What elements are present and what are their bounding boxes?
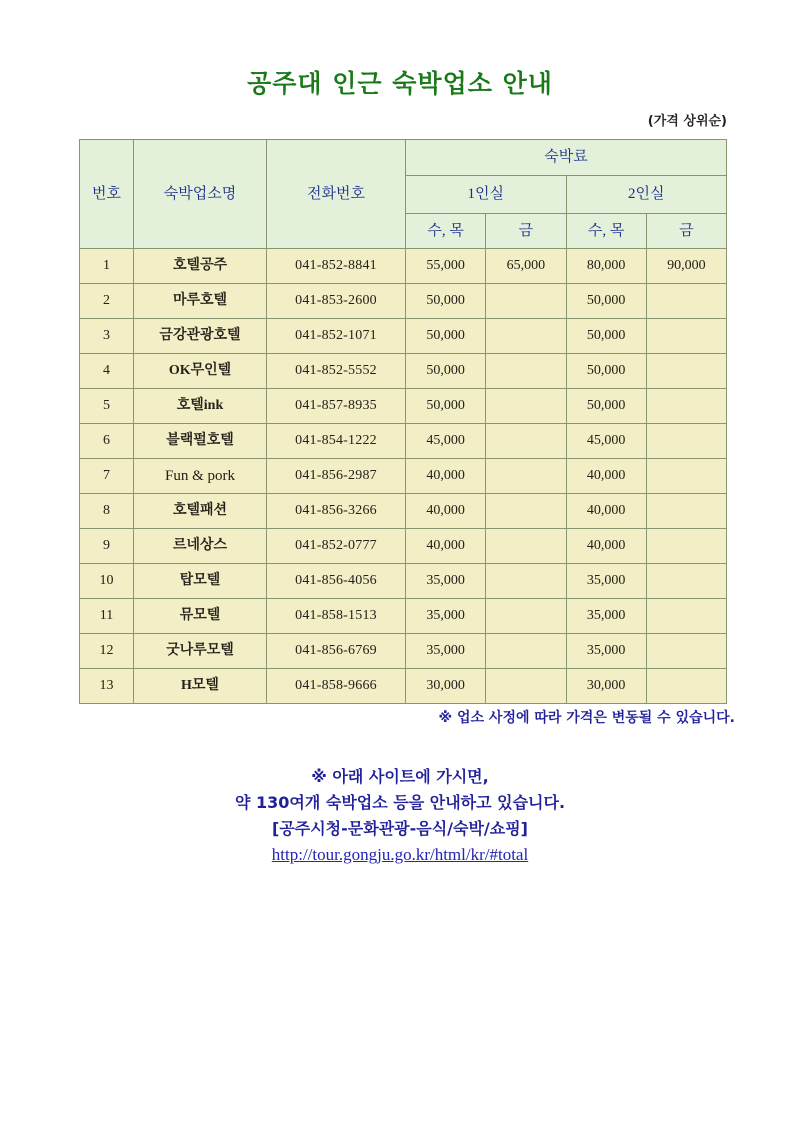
cell-double-friday bbox=[646, 459, 726, 494]
cell-single-friday bbox=[486, 284, 566, 319]
cell-double-friday bbox=[646, 389, 726, 424]
cell-double-weekday: 45,000 bbox=[566, 424, 646, 459]
cell-name: OK무인텔 bbox=[134, 354, 267, 389]
cell-phone: 041-852-1071 bbox=[267, 319, 406, 354]
cell-double-friday bbox=[646, 284, 726, 319]
price-variable-note: ※ 업소 사정에 따라 가격은 변동될 수 있습니다. bbox=[438, 710, 735, 726]
column-header-no: 번호 bbox=[80, 140, 134, 249]
column-header-single-weekday: 수, 목 bbox=[406, 214, 486, 249]
table-row bbox=[80, 354, 727, 389]
cell-single-weekday: 50,000 bbox=[406, 319, 486, 354]
column-header-single-friday: 금 bbox=[486, 214, 566, 249]
cell-single-weekday: 35,000 bbox=[406, 564, 486, 599]
cell-phone: 041-854-1222 bbox=[267, 424, 406, 459]
cell-no: 7 bbox=[80, 459, 134, 494]
column-header-double-friday: 금 bbox=[646, 214, 726, 249]
cell-phone: 041-857-8935 bbox=[267, 389, 406, 424]
cell-name: H모텔 bbox=[134, 669, 267, 704]
cell-name: 르네상스 bbox=[134, 529, 267, 564]
cell-name: 굿나루모텔 bbox=[134, 634, 267, 669]
cell-single-weekday: 40,000 bbox=[406, 494, 486, 529]
table-row bbox=[80, 319, 727, 354]
cell-double-friday bbox=[646, 319, 726, 354]
cell-phone: 041-853-2600 bbox=[267, 284, 406, 319]
cell-single-weekday: 50,000 bbox=[406, 354, 486, 389]
table-row bbox=[80, 669, 727, 704]
table-header bbox=[80, 140, 727, 249]
cell-double-friday bbox=[646, 529, 726, 564]
column-header-rate-group: 숙박료 bbox=[406, 140, 727, 176]
cell-single-friday bbox=[486, 354, 566, 389]
cell-single-weekday: 35,000 bbox=[406, 599, 486, 634]
cell-single-friday bbox=[486, 599, 566, 634]
cell-no: 2 bbox=[80, 284, 134, 319]
cell-phone: 041-852-0777 bbox=[267, 529, 406, 564]
cell-double-friday bbox=[646, 494, 726, 529]
page-title: 공주대 인근 숙박업소 안내 bbox=[247, 69, 553, 98]
cell-single-friday bbox=[486, 424, 566, 459]
cell-no: 9 bbox=[80, 529, 134, 564]
table-row bbox=[80, 634, 727, 669]
cell-double-friday bbox=[646, 634, 726, 669]
table-row bbox=[80, 564, 727, 599]
footer-site-path: [공주시청-문화관광-음식/숙박/쇼핑] bbox=[272, 818, 528, 838]
cell-double-friday bbox=[646, 669, 726, 704]
cell-no: 12 bbox=[80, 634, 134, 669]
cell-double-weekday: 50,000 bbox=[566, 319, 646, 354]
cell-double-weekday: 35,000 bbox=[566, 564, 646, 599]
cell-single-weekday: 40,000 bbox=[406, 459, 486, 494]
cell-phone: 041-858-9666 bbox=[267, 669, 406, 704]
cell-name: 호텔공주 bbox=[134, 249, 267, 284]
cell-no: 3 bbox=[80, 319, 134, 354]
column-header-phone: 전화번호 bbox=[267, 140, 406, 249]
cell-phone: 041-852-8841 bbox=[267, 249, 406, 284]
table-body bbox=[80, 249, 727, 704]
header-row-top bbox=[80, 140, 727, 176]
column-header-single-room: 1인실 bbox=[406, 176, 567, 214]
column-header-double-room: 2인실 bbox=[566, 176, 727, 214]
cell-double-friday: 90,000 bbox=[646, 249, 726, 284]
cell-single-friday bbox=[486, 634, 566, 669]
table-row bbox=[80, 249, 727, 284]
lodging-table-wrap bbox=[79, 139, 727, 704]
cell-single-friday bbox=[486, 459, 566, 494]
cell-phone: 041-856-4056 bbox=[267, 564, 406, 599]
cell-phone: 041-852-5552 bbox=[267, 354, 406, 389]
cell-name: 블랙펄호텔 bbox=[134, 424, 267, 459]
table-row bbox=[80, 599, 727, 634]
cell-single-friday bbox=[486, 529, 566, 564]
cell-no: 10 bbox=[80, 564, 134, 599]
table-row bbox=[80, 424, 727, 459]
cell-double-friday bbox=[646, 564, 726, 599]
cell-name: 탑모텔 bbox=[134, 564, 267, 599]
cell-double-weekday: 35,000 bbox=[566, 599, 646, 634]
cell-name: 뮤모텔 bbox=[134, 599, 267, 634]
cell-double-weekday: 40,000 bbox=[566, 494, 646, 529]
lodging-table bbox=[79, 139, 727, 704]
cell-single-weekday: 45,000 bbox=[406, 424, 486, 459]
table-row bbox=[80, 494, 727, 529]
cell-double-weekday: 80,000 bbox=[566, 249, 646, 284]
cell-name: 호텔ink bbox=[134, 389, 267, 424]
sort-order-note: (가격 상위순) bbox=[647, 114, 727, 129]
cell-no: 6 bbox=[80, 424, 134, 459]
cell-no: 13 bbox=[80, 669, 134, 704]
cell-single-weekday: 30,000 bbox=[406, 669, 486, 704]
cell-name: 호텔패션 bbox=[134, 494, 267, 529]
cell-phone: 041-856-3266 bbox=[267, 494, 406, 529]
table-row bbox=[80, 284, 727, 319]
cell-name: Fun & pork bbox=[134, 459, 267, 494]
cell-single-weekday: 40,000 bbox=[406, 529, 486, 564]
footer-site-intro: ※ 아래 사이트에 가시면, bbox=[311, 767, 489, 786]
cell-single-friday bbox=[486, 389, 566, 424]
column-header-double-weekday: 수, 목 bbox=[566, 214, 646, 249]
cell-double-friday bbox=[646, 424, 726, 459]
cell-single-weekday: 55,000 bbox=[406, 249, 486, 284]
cell-no: 11 bbox=[80, 599, 134, 634]
cell-phone: 041-856-6769 bbox=[267, 634, 406, 669]
footer-site-detail: 약 130여개 숙박업소 등을 안내하고 있습니다. bbox=[234, 792, 566, 812]
table-row bbox=[80, 459, 727, 494]
table-row bbox=[80, 529, 727, 564]
cell-no: 1 bbox=[80, 249, 134, 284]
cell-phone: 041-856-2987 bbox=[267, 459, 406, 494]
cell-double-weekday: 35,000 bbox=[566, 634, 646, 669]
cell-single-friday: 65,000 bbox=[486, 249, 566, 284]
cell-no: 4 bbox=[80, 354, 134, 389]
cell-single-weekday: 50,000 bbox=[406, 284, 486, 319]
column-header-name: 숙박업소명 bbox=[134, 140, 267, 249]
cell-name: 마루호텔 bbox=[134, 284, 267, 319]
tourism-site-link[interactable]: http://tour.gongju.go.kr/html/kr/#total bbox=[271, 844, 529, 864]
cell-phone: 041-858-1513 bbox=[267, 599, 406, 634]
table-row bbox=[80, 389, 727, 424]
footer-notes bbox=[0, 764, 800, 865]
cell-single-friday bbox=[486, 564, 566, 599]
cell-single-friday bbox=[486, 319, 566, 354]
cell-single-weekday: 35,000 bbox=[406, 634, 486, 669]
cell-name: 금강관광호텔 bbox=[134, 319, 267, 354]
cell-double-weekday: 30,000 bbox=[566, 669, 646, 704]
cell-double-weekday: 50,000 bbox=[566, 284, 646, 319]
cell-double-weekday: 50,000 bbox=[566, 389, 646, 424]
cell-double-weekday: 40,000 bbox=[566, 459, 646, 494]
cell-single-friday bbox=[486, 494, 566, 529]
cell-single-weekday: 50,000 bbox=[406, 389, 486, 424]
cell-double-friday bbox=[646, 599, 726, 634]
cell-double-weekday: 50,000 bbox=[566, 354, 646, 389]
cell-single-friday bbox=[486, 669, 566, 704]
cell-double-weekday: 40,000 bbox=[566, 529, 646, 564]
cell-no: 5 bbox=[80, 389, 134, 424]
cell-double-friday bbox=[646, 354, 726, 389]
cell-no: 8 bbox=[80, 494, 134, 529]
